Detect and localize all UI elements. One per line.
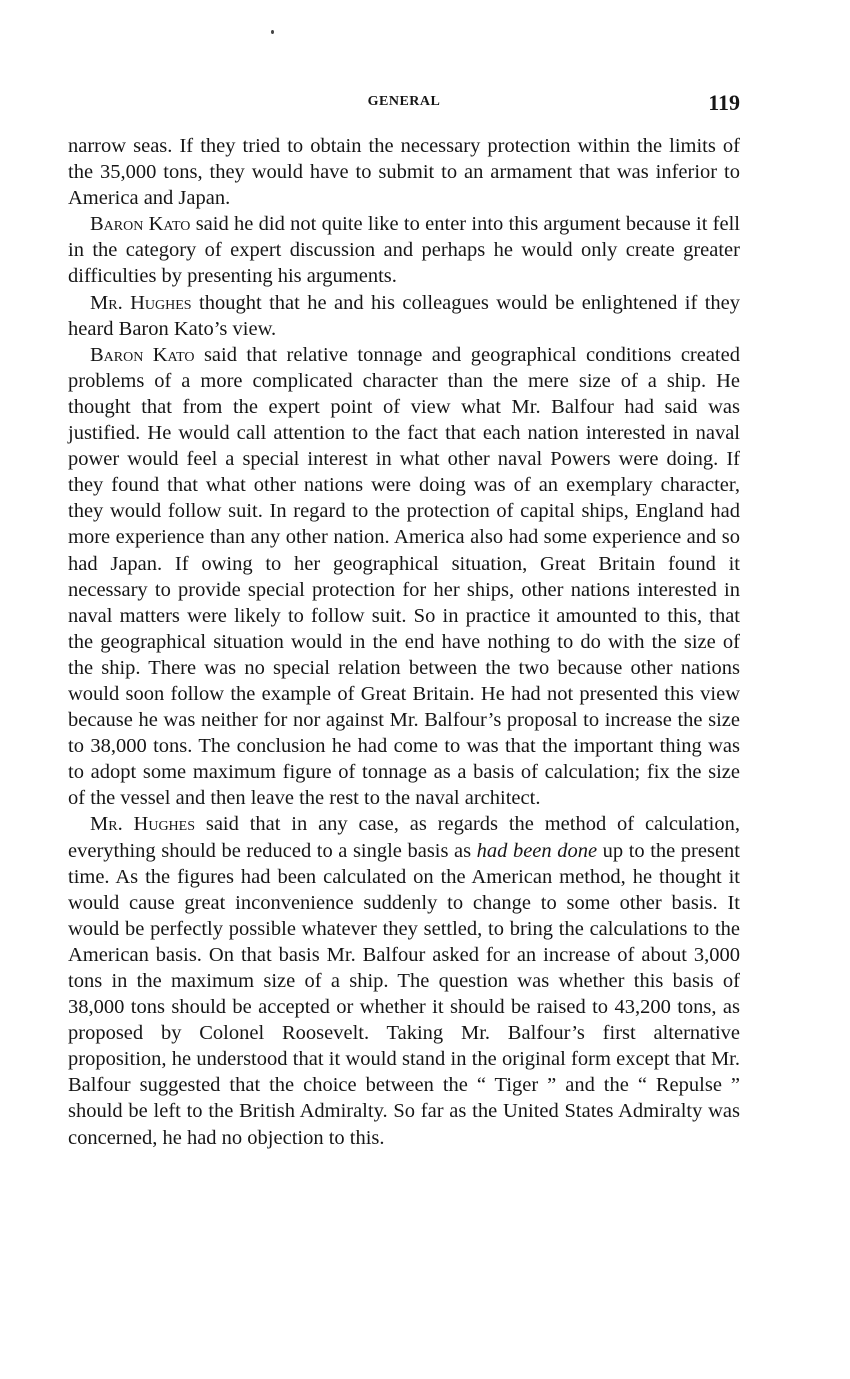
paragraph-text: thought that he and his colleagues would be enlightened if they heard Baron Kato’s view. bbox=[68, 291, 740, 340]
body-text bbox=[68, 133, 740, 1151]
italic-phrase: had been done bbox=[476, 839, 598, 862]
paragraph-3 bbox=[68, 290, 740, 342]
paragraph-5 bbox=[68, 811, 740, 1150]
page-number: 119 bbox=[708, 90, 740, 115]
paragraph-text: up to the present time. As the figures had been calculated on the American method, he thought it would cause great inconvenience suddenly to change to some other basis. It would be perfectly possible whatever they settled, to bring the calculations to the American basis. On that basis Mr. Balfour asked for an increase of about 3,000 tons in the maximum size of a ship. The question was whether this basis of 38,000 tons should be accepted or whether it should be raised to 43,200 tons, as proposed by Colonel Roosevelt. Taking Mr. Balfour’s first alternative proposition, he understood that it would stand in the original form except that Mr. Balfour suggested that the choice between the “ Tiger ” and the “ Repulse ” should be left to the British Admiralty. So far as the United States Admiralty was concerned, he had no objection to this. bbox=[68, 839, 740, 1149]
paragraph-text: said that in any case, as regards the method of calculation, everything should be reduced to a single basis as bbox=[68, 813, 741, 862]
speaker-name: Mr. Hughes bbox=[90, 813, 196, 836]
speaker-name: Mr. Hughes bbox=[90, 291, 192, 314]
paragraph-text: said he did not quite like to enter into this argument because it fell in the category of expert discussion and perhaps he would only create greater difficulties by presenting his arguments. bbox=[68, 213, 740, 288]
paragraph-1 bbox=[68, 133, 740, 211]
paragraph-text: narrow seas. If they tried to obtain the necessary protection within the limits of the 35,000 tons, they would have to submit to an armament that was inferior to America and Japan. bbox=[68, 135, 740, 210]
paragraph-4 bbox=[68, 342, 740, 812]
page-header bbox=[68, 90, 740, 122]
paragraph-text: said that relative tonnage and geographical conditions created problems of a more complicated character than the mere size of a ship. He thought that from the expert point of view what Mr. Balfour had said was justified. He would call attention to the fact that each nation interested in naval power would feel a special interest in what other naval Powers were doing. If they found that what other nations were doing was of an exemplary character, they would follow suit. In regard to the protection of capital ships, England had more experience than any other nation. America also had some experience and so had Japan. If owing to her geographical situation, Great Britain found it necessary to provide special protection for her ships, other nations interested in naval matters were likely to follow suit. So in practice it amounted to this, that the geographical situation would in the end have nothing to do with the size of the ship. There was no special relation between the two because other nations would soon follow the example of Great Britain. He had not presented this view because he was neither for nor against Mr. Balfour’s proposal to increase the size to 38,000 tons. The conclusion he had come to was that the important thing was to adopt some maximum figure of tonnage as a basis of calculation; fix the size of the vessel and then leave the rest to the naval architect. bbox=[68, 343, 740, 810]
paragraph-2 bbox=[68, 211, 740, 289]
speaker-name: Baron Kato bbox=[90, 343, 195, 366]
speaker-name: Baron Kato bbox=[90, 213, 191, 236]
running-head: GENERAL bbox=[367, 94, 441, 109]
print-speck bbox=[271, 30, 274, 34]
